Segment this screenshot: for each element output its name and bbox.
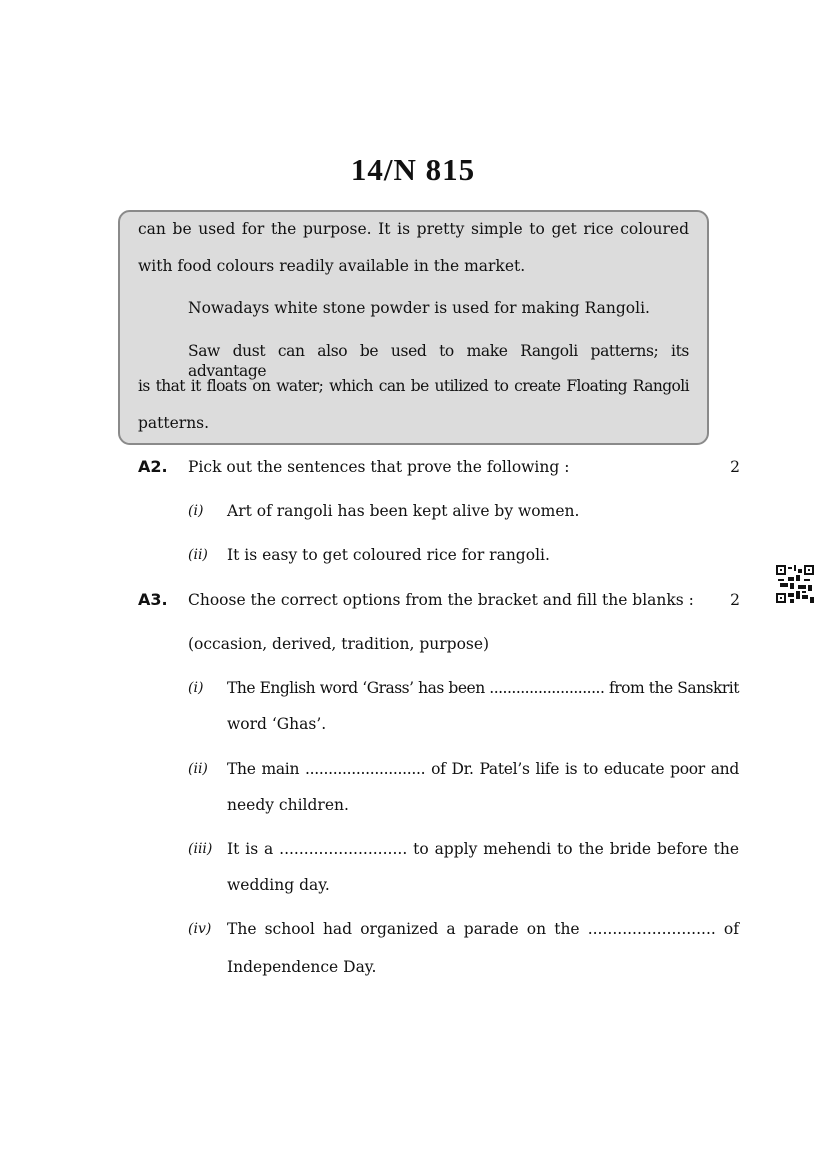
item-number: (ii) [188, 547, 208, 563]
item-number: (iii) [188, 841, 213, 857]
item-text: Art of rangoli has been kept alive by women. [227, 502, 580, 520]
passage-line: patterns. [138, 414, 210, 432]
item-number: (i) [188, 503, 204, 519]
page-code: 14/N 815 [350, 152, 476, 187]
item-text: It is easy to get coloured rice for rangoli. [227, 546, 550, 564]
item-number: (iv) [188, 921, 212, 937]
passage-line: is that it floats on water; which can be utilized to create Floating Rangoli [138, 377, 689, 395]
question-marks: 2 [730, 458, 740, 476]
question-prompt: Choose the correct options from the bracket and fill the blanks : [188, 591, 694, 609]
passage-line: can be used for the purpose. It is pretty simple to get rice coloured [138, 220, 689, 238]
item-text: word ‘Ghas’. [227, 715, 327, 733]
passage-box [118, 210, 709, 445]
item-number: (i) [188, 680, 204, 696]
options-list: (occasion, derived, tradition, purpose) [188, 635, 490, 653]
item-text: It is a .......................... to apply mehendi to the bride before the [227, 840, 739, 858]
question-number: A3. [138, 590, 168, 609]
item-text: needy children. [227, 796, 349, 814]
item-number: (ii) [188, 761, 208, 777]
passage-line: Saw dust can also be used to make Rangoli patterns; its advantage [188, 342, 689, 380]
qr-code-icon [776, 565, 814, 603]
item-text: The main .......................... of Dr. Patel’s life is to educate poor and [227, 760, 739, 778]
question-number: A2. [138, 457, 168, 476]
item-text: The English word ‘Grass’ has been .......................... from the Sanskrit [227, 679, 739, 697]
item-text: wedding day. [227, 876, 330, 894]
item-text: The school had organized a parade on the .......................... of [227, 920, 739, 938]
passage-line: with food colours readily available in the market. [138, 257, 526, 275]
question-prompt: Pick out the sentences that prove the following : [188, 458, 570, 476]
item-text: Independence Day. [227, 958, 377, 976]
passage-line: Nowadays white stone powder is used for making Rangoli. [188, 299, 650, 317]
question-marks: 2 [730, 591, 740, 609]
